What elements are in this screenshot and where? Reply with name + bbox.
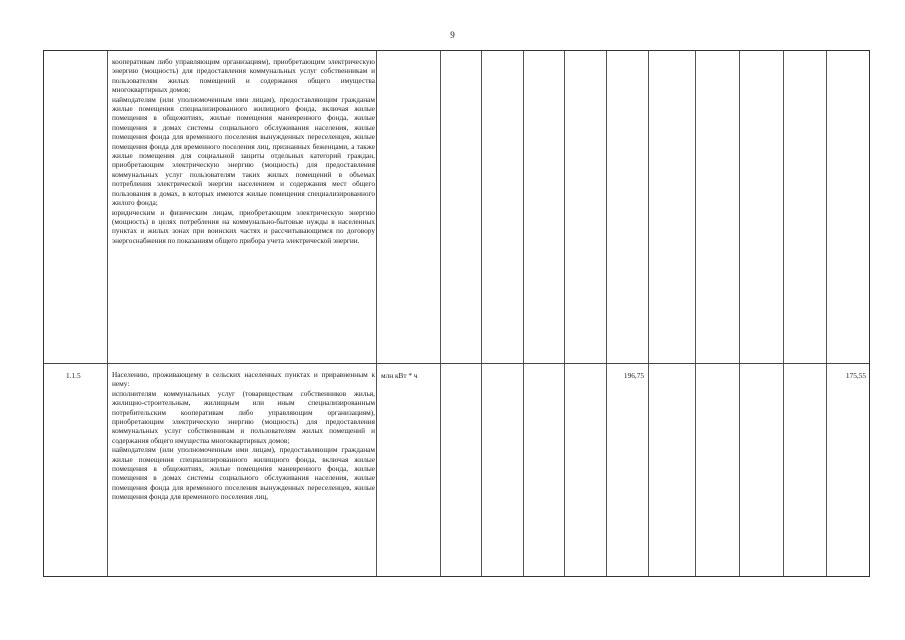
paragraph: наймодателям (или уполномоченным ими лицам), предоставляющим гражданам жилые помещения специализированного жилищного фонда, включая жилые помещения в общежитиях, жилые помещения маневренного фонда, жилые помещения в домах системы социального обслуживания населения, жилые помещения фонда для временного поселения вынужденных переселенцев, жилые помещения фонда для временного поселения лиц, <box>112 445 375 502</box>
column-divider <box>783 51 784 576</box>
column-divider <box>523 51 524 576</box>
column-divider <box>481 51 482 576</box>
column-divider <box>376 51 377 576</box>
paragraph: наймодателям (или уполномоченным ими лицам), предоставляющим гражданам жилые помещения специализированного жилищного фонда, включая жилые помещения в общежитиях, жилые помещения маневренного фонда, жилые помещения в домах системы социального обслуживания населения, жилые помещения фонда для временного поселения вынужденных переселенцев, жилые помещения фонда для временного поселения лиц, признанных беженцами, а также жилые помещения для социальной защиты отдельных категорий граждан, приобретающим электрическую энергию (мощность) для предоставления коммунальных услуг пользователям таких жилых помещений в объемах потребления электрической энергии населением и содержания мест общего пользования в домах, в которых имеются жилые помещения специализированного жилого фонда; <box>112 94 375 208</box>
column-divider <box>648 51 649 576</box>
row-continuation-description <box>112 57 375 245</box>
paragraph: кооперативам либо управляющим организациям), приобретающим электрическую энергию (мощность) для предоставления коммунальных услуг собственникам и пользователям жилых помещений и содержания общего имущества многоквартирных домов; <box>112 57 375 95</box>
value-cell: 175,55 <box>845 371 866 380</box>
unit-cell: млн кВт * ч <box>381 371 418 380</box>
page-number: 9 <box>450 30 455 40</box>
column-divider <box>739 51 740 576</box>
column-divider <box>695 51 696 576</box>
paragraph: юридическим и физическим лицам, приобретающим электрическую энергию (мощность) в целях потребления на коммунально-бытовые нужды в населенных пунктах и жилых зонах при воинских частях и рассчитывающимся по договору энергоснабжения по показаниям общего прибора учета электрической энергии. <box>112 207 375 245</box>
paragraph: Населению, проживающему в сельских населенных пунктах и приравненным к нему: <box>112 370 375 389</box>
column-divider <box>826 51 827 576</box>
paragraph: исполнителям коммунальных услуг (товариществам собственников жилья, жилищно-строительным, жилищным или иным специализированным потребительским кооперативам либо управляющим организациям), приобретающим электрическую энергию (мощность) для предоставления коммунальных услуг собственникам и пользователям жилых помещений и содержания общего имущества многоквартирных домов; <box>112 388 375 445</box>
row-divider <box>44 363 869 364</box>
column-divider <box>606 51 607 576</box>
row-115-description <box>112 370 375 502</box>
column-divider <box>107 51 108 576</box>
data-table <box>43 50 870 577</box>
column-divider <box>440 51 441 576</box>
row-number: 1.1.5 <box>66 371 81 380</box>
column-divider <box>564 51 565 576</box>
value-cell: 196,75 <box>623 371 644 380</box>
